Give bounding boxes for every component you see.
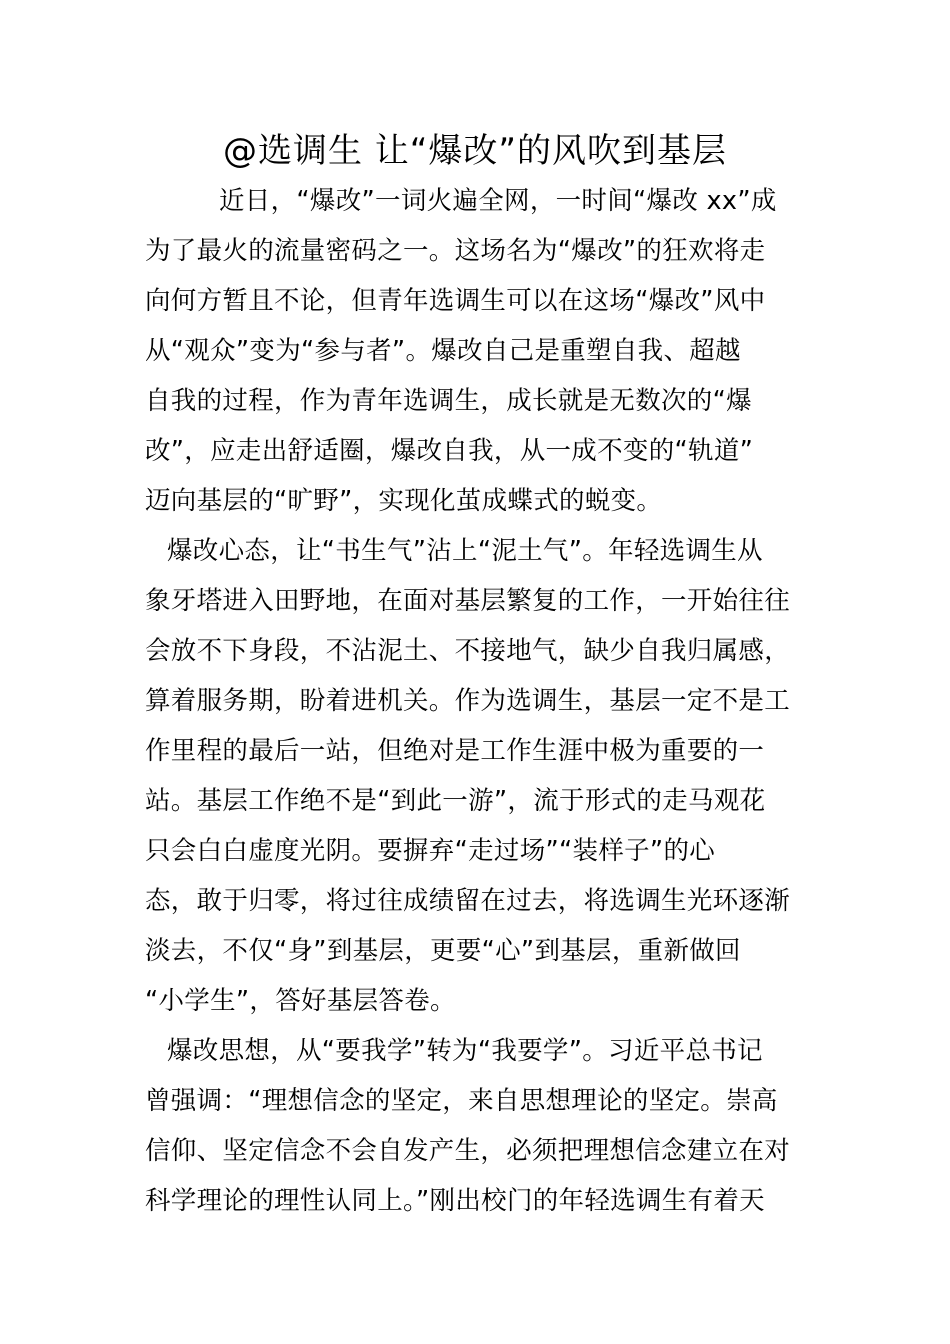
document-title: @选调生 让“爆改”的风吹到基层 bbox=[222, 131, 728, 171]
paragraph-2-line-2: 象牙塔进入田野地，在面对基层繁复的工作，一开始往往 bbox=[145, 586, 791, 616]
paragraph-2-line-5: 作里程的最后一站，但绝对是工作生涯中极为重要的一 bbox=[145, 736, 765, 766]
paragraph-1-line-5: 自我的过程，作为青年选调生，成长就是无数次的“爆 bbox=[145, 386, 752, 416]
paragraph-2-line-7: 只会白白虚度光阴。要摒弃“走过场”“装样子”的心 bbox=[145, 836, 716, 866]
paragraph-1-line-3: 向何方暂且不论，但青年选调生可以在这场“爆改”风中 bbox=[145, 286, 766, 316]
paragraph-2-line-3: 会放不下身段，不沾泥土、不接地气，缺少自我归属感， bbox=[145, 636, 791, 666]
paragraph-1-line-6: 改”，应走出舒适圈，爆改自我，从一成不变的“轨道” bbox=[145, 436, 754, 466]
paragraph-2-line-8: 态，敢于归零，将过往成绩留在过去，将选调生光环逐渐 bbox=[145, 886, 791, 916]
paragraph-2-line-10: “小学生”，答好基层答卷。 bbox=[145, 986, 456, 1016]
paragraph-2-line-6: 站。基层工作绝不是“到此一游”，流于形式的走马观花 bbox=[145, 786, 766, 816]
paragraph-2-line-1: 爆改心态，让“书生气”沾上“泥土气”。年轻选调生从 bbox=[167, 536, 763, 566]
paragraph-3-line-1: 爆改思想，从“要我学”转为“我要学”。习近平总书记 bbox=[167, 1036, 763, 1066]
paragraph-1-line-7: 迈向基层的“旷野”，实现化茧成蝶式的蜕变。 bbox=[145, 486, 663, 516]
paragraph-3-line-3: 信仰、坚定信念不会自发产生，必须把理想信念建立在对 bbox=[145, 1136, 791, 1166]
paragraph-1-line-1: 近日，“爆改”一词火遍全网，一时间“爆改 xx”成 bbox=[219, 186, 777, 216]
paragraph-1-line-4: 从“观众”变为“参与者”。爆改自己是重塑自我、超越 bbox=[145, 336, 741, 366]
paragraph-2-line-9: 淡去，不仅“身”到基层，更要“心”到基层，重新做回 bbox=[145, 936, 741, 966]
paragraph-3-line-2: 曾强调：“理想信念的坚定，来自思想理论的坚定。崇高 bbox=[145, 1086, 778, 1116]
document-body bbox=[145, 176, 809, 1226]
paragraph-3-line-4: 科学理论的理性认同上。”刚出校门的年轻选调生有着天 bbox=[145, 1186, 765, 1216]
paragraph-1-line-2: 为了最火的流量密码之一。这场名为“爆改”的狂欢将走 bbox=[145, 236, 766, 266]
paragraph-2-line-4: 算着服务期，盼着进机关。作为选调生，基层一定不是工 bbox=[145, 686, 791, 716]
